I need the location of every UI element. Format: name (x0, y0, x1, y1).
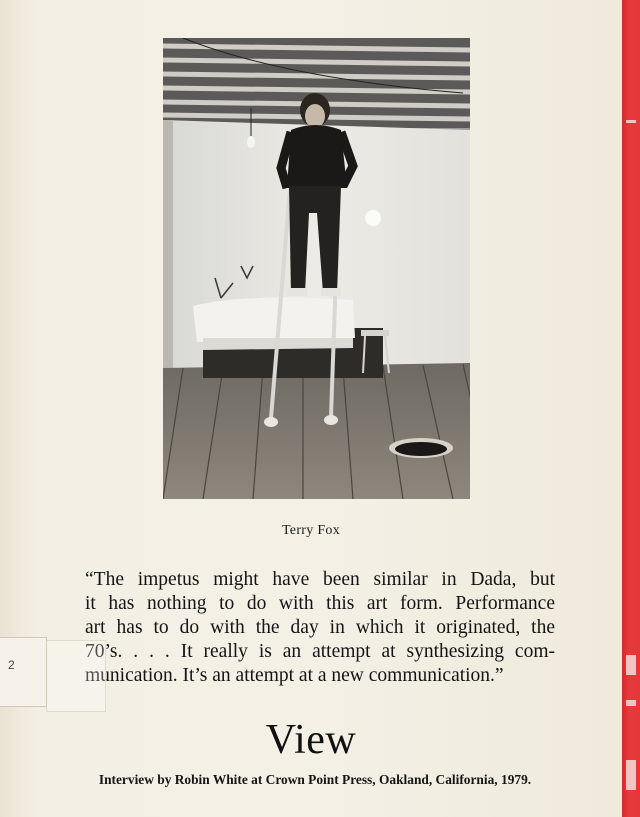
library-label (0, 637, 47, 707)
pull-quote (85, 568, 555, 688)
quote-line: it has nothing to do with this art form. Performance (85, 593, 555, 614)
quote-line: 70’s. . . . It really is an attempt at synthesizing com- (85, 641, 555, 662)
photo-caption: Terry Fox (281, 523, 341, 538)
red-binding-edge (622, 0, 640, 817)
cover-photo (163, 38, 470, 499)
quote-line: “The impetus might have been similar in Dada, but (85, 569, 555, 590)
publication-title: View (265, 717, 357, 763)
quote-line: munication. It’s an attempt at a new communication.” (85, 665, 504, 686)
quote-line: art has to do with the day in which it originated, the (85, 617, 555, 638)
interview-credit: Interview by Robin White at Crown Point Press, Oakland, California, 1979. (98, 772, 532, 787)
library-label-number: 2 (8, 658, 15, 672)
library-label-outline (46, 640, 106, 712)
